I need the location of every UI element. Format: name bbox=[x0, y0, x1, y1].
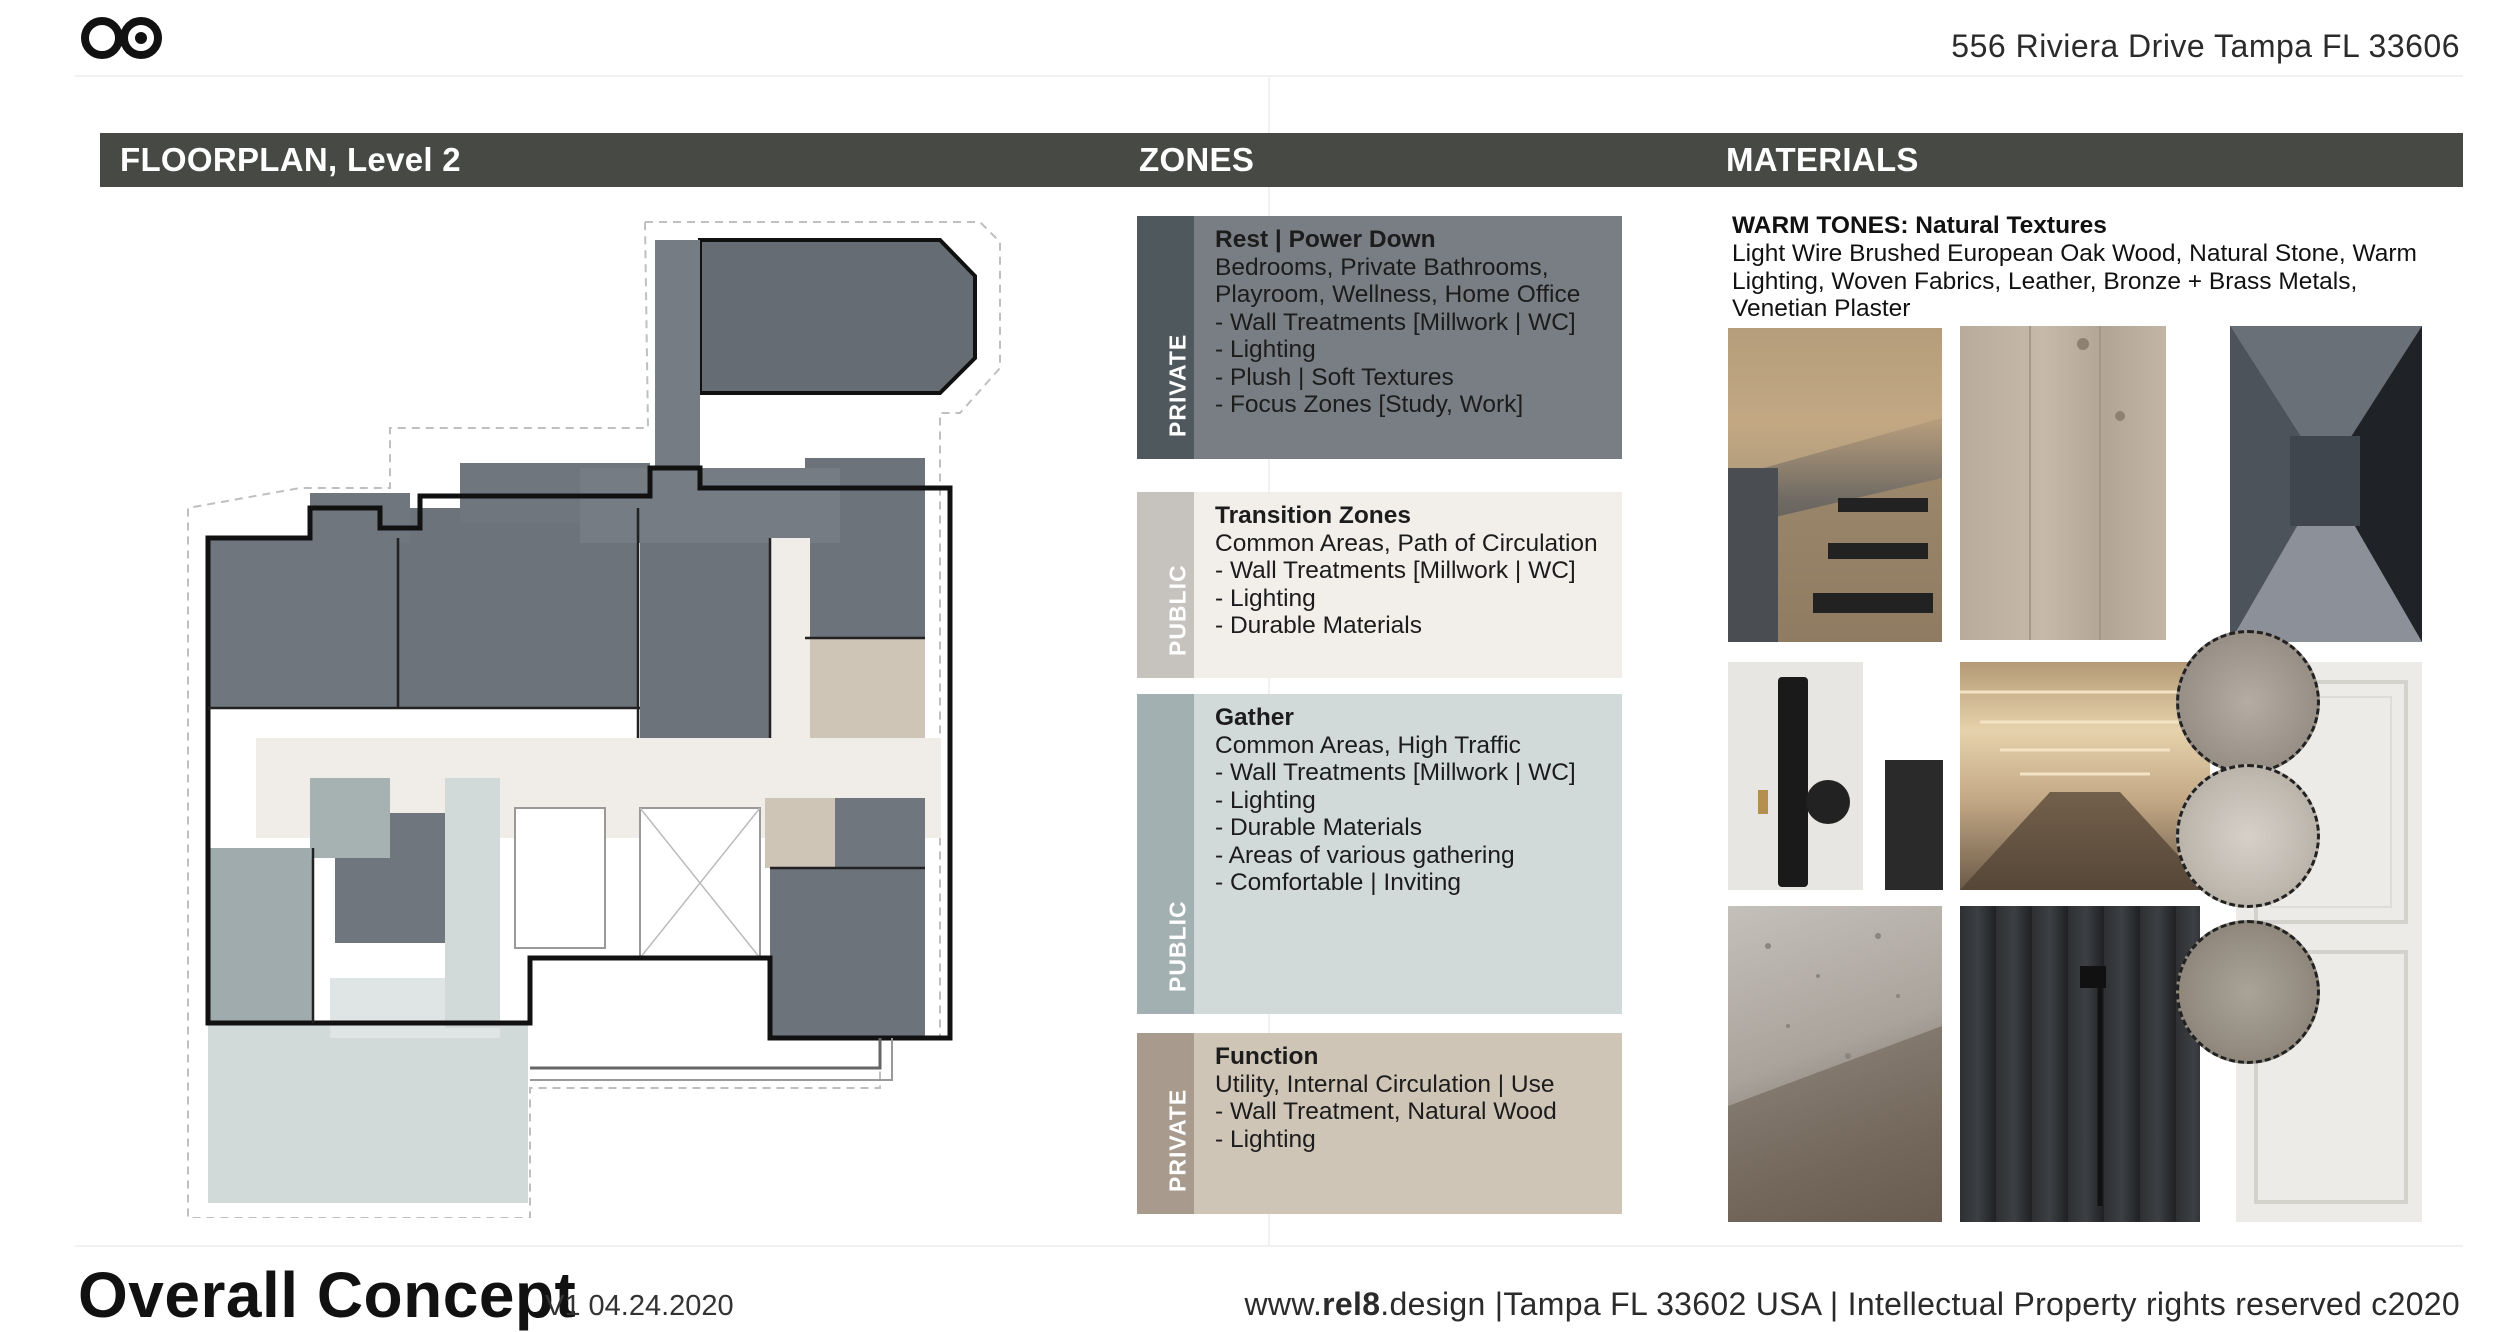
page-title: Overall Concept bbox=[78, 1259, 577, 1331]
zone-text bbox=[1215, 1043, 1612, 1153]
material-swatch-oak-wood bbox=[1960, 326, 2166, 640]
zone-card-rest bbox=[1137, 216, 1622, 459]
zone-line: - Comfortable | Inviting bbox=[1215, 869, 1462, 896]
floorplan-heading: FLOORPLAN, Level 2 bbox=[120, 141, 461, 178]
material-swatch-black-leather bbox=[1885, 760, 1943, 890]
room-terrace bbox=[208, 1023, 528, 1203]
zone-title: Transition Zones bbox=[1215, 502, 1412, 529]
version-label: V1 04.24.2020 bbox=[545, 1290, 734, 1322]
zone-side-label: PUBLIC bbox=[1164, 900, 1190, 992]
material-photo-gym-wood bbox=[1728, 328, 1942, 642]
room-landing bbox=[310, 778, 390, 858]
zone-line: Bedrooms, Private Bathrooms, bbox=[1215, 253, 1549, 281]
room-bedroom-2 bbox=[640, 538, 770, 738]
material-swatch-woven-fabric-1 bbox=[2176, 630, 2320, 774]
zone-line: Utility, Internal Circulation | Use bbox=[1215, 1070, 1555, 1098]
material-photo-terrazzo-stone bbox=[1728, 906, 1942, 1222]
zone-title: Function bbox=[1215, 1043, 1319, 1070]
material-swatch-woven-fabric-2 bbox=[2176, 764, 2320, 908]
zone-side-bar bbox=[1137, 492, 1194, 678]
zone-line: - Durable Materials bbox=[1215, 814, 1422, 841]
zone-side-label: PUBLIC bbox=[1164, 564, 1190, 656]
zone-title: Gather bbox=[1215, 704, 1294, 731]
room-bridge bbox=[445, 778, 500, 1028]
zone-line: - Durable Materials bbox=[1215, 612, 1422, 639]
room-master-bath bbox=[208, 538, 398, 708]
zone-side-bar bbox=[1137, 1033, 1194, 1214]
rel8-logo-icon bbox=[78, 14, 166, 62]
materials-description: Light Wire Brushed European Oak Wood, Natural Stone, Warm Lighting, Woven Fabrics, Leather, Bronze + Brass Metals, Venetian Plaster bbox=[1732, 240, 2417, 322]
footer-credit bbox=[1245, 1286, 2461, 1323]
room-closet bbox=[310, 493, 410, 543]
material-swatch-geometric-stone bbox=[2230, 326, 2422, 642]
floorplan-level-2 bbox=[180, 218, 1020, 1218]
material-photo-door-hardware bbox=[1728, 662, 1863, 890]
zone-line: - Lighting bbox=[1215, 336, 1316, 363]
property-address: 556 Riviera Drive Tampa FL 33606 bbox=[1951, 28, 2460, 64]
footer-url-suffix: .design |Tampa FL 33602 USA | Intellectual Property rights reserved c2020 bbox=[1380, 1286, 2460, 1322]
zone-line: Playroom, Wellness, Home Office bbox=[1215, 281, 1581, 308]
zone-side-label: PRIVATE bbox=[1164, 1088, 1190, 1192]
zone-line: - Wall Treatments [Millwork | WC] bbox=[1215, 759, 1576, 786]
zones-heading: ZONES bbox=[1139, 141, 1255, 178]
zone-text bbox=[1215, 226, 1612, 419]
room-gather-left bbox=[208, 848, 313, 1023]
material-photo-wood-ceiling-hall bbox=[1960, 662, 2210, 890]
zone-line: - Lighting bbox=[1215, 786, 1316, 814]
footer-url-brand: rel8 bbox=[1322, 1286, 1381, 1322]
zone-title: Rest | Power Down bbox=[1215, 226, 1436, 253]
zone-line: Common Areas, Path of Circulation bbox=[1215, 529, 1598, 557]
zone-card-transition bbox=[1137, 492, 1622, 678]
zone-text bbox=[1215, 502, 1612, 640]
zone-line: - Wall Treatments [Millwork | WC] bbox=[1215, 308, 1576, 336]
zone-text bbox=[1215, 704, 1612, 897]
footer-url-prefix: www. bbox=[1244, 1286, 1323, 1322]
materials-heading: MATERIALS bbox=[1726, 141, 1919, 178]
zone-line: - Areas of various gathering bbox=[1215, 841, 1515, 869]
zone-line: - Wall Treatment, Natural Wood bbox=[1215, 1098, 1557, 1125]
room-bedroom-4-closet bbox=[835, 798, 925, 868]
zone-line: - Lighting bbox=[1215, 1125, 1316, 1153]
room-hallway-vertical bbox=[770, 538, 810, 738]
material-swatch-woven-fabric-3 bbox=[2176, 920, 2320, 1064]
room-stair bbox=[515, 808, 605, 948]
zone-side-bar bbox=[1137, 216, 1194, 459]
zone-side-label: PRIVATE bbox=[1164, 333, 1190, 437]
zone-line: Common Areas, High Traffic bbox=[1215, 731, 1521, 759]
room-balcony bbox=[700, 240, 975, 393]
room-laundry bbox=[765, 798, 835, 868]
materials-title: WARM TONES: Natural Textures bbox=[1732, 212, 2107, 239]
guide-line-bottom bbox=[75, 1245, 2463, 1247]
zone-card-function bbox=[1137, 1033, 1622, 1214]
room-utility bbox=[810, 638, 925, 738]
room-balcony-walk bbox=[655, 240, 700, 468]
zone-card-gather bbox=[1137, 694, 1622, 1014]
zone-line: - Lighting bbox=[1215, 584, 1316, 612]
room-bedroom-4 bbox=[770, 868, 925, 1038]
room-upper-hall bbox=[580, 468, 840, 543]
zone-line: - Wall Treatments [Millwork | WC] bbox=[1215, 557, 1576, 584]
zone-line: - Focus Zones [Study, Work] bbox=[1215, 391, 1524, 418]
zone-line: - Plush | Soft Textures bbox=[1215, 363, 1454, 391]
zone-side-bar bbox=[1137, 694, 1194, 1014]
material-photo-dark-stone-shower bbox=[1960, 906, 2200, 1222]
